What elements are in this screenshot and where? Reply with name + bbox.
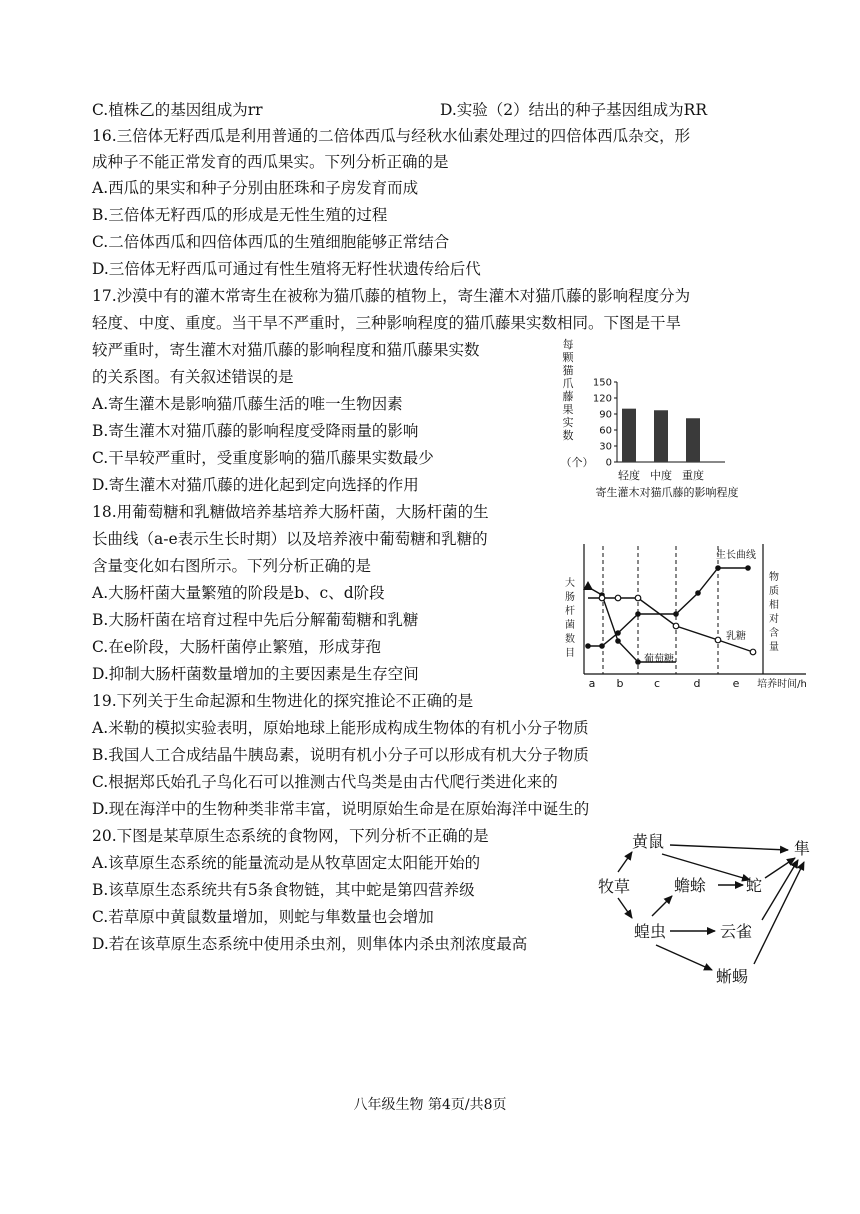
q17-y-axis-label xyxy=(561,338,594,469)
q20-option-d: D.若在该草原生态系统中使用杀虫剂，则隼体内杀虫剂浓度最高 xyxy=(92,935,528,953)
q20-stem: 20.下图是某草原生态系统的食物网，下列分析不正确的是 xyxy=(92,827,489,845)
q18-stem-line1: 18.用葡萄糖和乳糖做培养基培养大肠杆菌，大肠杆菌的生 xyxy=(92,503,489,521)
q18-option-b: B.大肠杆菌在培育过程中先后分解葡萄糖和乳糖 xyxy=(92,611,419,629)
q16-stem-line2: 成种子不能正常发育的西瓜果实。下列分析正确的是 xyxy=(92,153,449,171)
q18-growth-chart xyxy=(558,538,820,690)
q17-category-label: 中度 xyxy=(650,469,672,482)
q15-option-d: D.实验（2）结出的种子基因组成为RR xyxy=(440,101,708,119)
q17-category-label: 重度 xyxy=(682,469,704,482)
q18-ylabel-right-char: 量 xyxy=(769,642,779,653)
q15-option-c: C.植株乙的基因组成为rr xyxy=(92,101,263,119)
q20-node-toad: 蟾蜍 xyxy=(674,876,707,895)
q18-ylabel-right-char: 含 xyxy=(769,628,779,639)
q17-ylabel-char: 实 xyxy=(562,416,574,429)
q17-option-b: B.寄生灌木对猫爪藤的影响程度受降雨量的影响 xyxy=(92,422,419,440)
q18-option-a: A.大肠杆菌大量繁殖的阶段是b、c、d阶段 xyxy=(92,584,385,602)
q17-ylabel-char: 数 xyxy=(562,429,574,442)
q17-ylabel-char: 每 xyxy=(562,338,574,351)
q17-ylabel-char: 果 xyxy=(562,403,574,416)
q18-stem-line3: 含量变化如右图所示。下列分析正确的是 xyxy=(92,557,372,575)
q17-stem-line1: 17.沙漠中有的灌木常寄生在被称为猫爪藤的植物上，寄生灌木对猫爪藤的影响程度分为 xyxy=(92,287,691,305)
q18-stem-line2: 长曲线（a-e表示生长时期）以及培养液中葡萄糖和乳糖的 xyxy=(92,530,488,548)
q17-option-a: A.寄生灌木是影响猫爪藤生活的唯一生物因素 xyxy=(92,395,403,413)
q16-option-a: A.西瓜的果实和种子分别由胚珠和子房发育而成 xyxy=(92,179,419,197)
q18-phase-label: c xyxy=(653,677,661,690)
q18-ylabel-left-char: 杆 xyxy=(565,606,575,617)
q17-category-labels xyxy=(618,468,704,482)
q18-ylabel-left-char: 大 xyxy=(565,578,575,589)
q18-phase-label: e xyxy=(732,677,740,690)
q18-ylabel-left-char: 菌 xyxy=(565,620,575,631)
q17-tick-label: 120 xyxy=(592,393,612,405)
q20-node-snake: 蛇 xyxy=(746,876,763,895)
q18-y-label-right xyxy=(769,570,779,653)
q18-option-c: C.在e阶段，大肠杆菌停止繁殖，形成芽孢 xyxy=(92,638,381,656)
q17-ylabel-char: 颗 xyxy=(562,351,574,364)
q19-option-b: B.我国人工合成结晶牛胰岛素，说明有机小分子可以形成有机大分子物质 xyxy=(92,746,589,764)
q18-ylabel-right-char: 质 xyxy=(769,586,779,597)
q20-node-lark: 云雀 xyxy=(720,922,753,941)
q17-y-ticks xyxy=(593,378,617,469)
q17-bar xyxy=(622,409,636,462)
q18-phase-label: d xyxy=(693,677,701,690)
q16-stem-line1: 16.三倍体无籽西瓜是利用普通的二倍体西瓜与经秋水仙素处理过的四倍体西瓜杂交，形 xyxy=(92,127,691,145)
q17-bar xyxy=(686,418,700,462)
q20-option-c: C.若草原中黄鼠数量增加，则蛇与隼数量也会增加 xyxy=(92,908,434,926)
q17-option-d: D.寄生灌木对猫爪藤的进化起到定向选择的作用 xyxy=(92,476,419,494)
q20-node-hawk: 隼 xyxy=(794,839,811,858)
q18-phase-label: b xyxy=(616,677,624,690)
q17-option-c: C.干旱较严重时，受重度影响的猫爪藤果实数最少 xyxy=(92,449,434,467)
q18-ylabel-left-char: 肠 xyxy=(565,592,575,603)
q17-tick-label: 60 xyxy=(599,425,612,437)
q17-stem-line3: 较严重时，寄生灌木对猫爪藤的影响程度和猫爪藤果实数 xyxy=(92,341,480,359)
q17-bar xyxy=(654,410,668,462)
q19-stem: 19.下列关于生命起源和生物进化的探究推论不正确的是 xyxy=(92,692,474,710)
q20-node-gopher: 黄鼠 xyxy=(632,832,665,851)
q19-option-d: D.现在海洋中的生物种类非常丰富，说明原始生命是在原始海洋中诞生的 xyxy=(92,800,590,818)
q18-label-growth: 生长曲线 xyxy=(716,550,756,561)
q16-option-d: D.三倍体无籽西瓜可通过有性生殖将无籽性状遗传给后代 xyxy=(92,260,481,278)
q16-option-b: B.三倍体无籽西瓜的形成是无性生殖的过程 xyxy=(92,206,388,224)
q20-arrows xyxy=(618,845,804,970)
q18-x-axis-label: 培养时间/h xyxy=(757,679,807,690)
q17-tick-label: 150 xyxy=(592,377,612,389)
q20-option-b: B.该草原生态系统共有5条食物链，其中蛇是第四营养级 xyxy=(92,881,475,899)
q18-phase-label: a xyxy=(588,677,596,690)
q17-tick-label: 0 xyxy=(605,457,612,469)
q17-ylabel-char: 猫 xyxy=(562,364,574,377)
q18-label-lactose: 乳糖 xyxy=(726,631,746,642)
q17-bars xyxy=(622,409,700,462)
q18-ylabel-left-char: 数 xyxy=(565,634,575,645)
q19-option-a: A.米勒的模拟实验表明，原始地球上能形成构成生物体的有机小分子物质 xyxy=(92,719,589,737)
q17-chart-caption: 寄生灌木对猫爪藤的影响程度 xyxy=(595,486,739,499)
q18-ylabel-right-char: 相 xyxy=(769,600,779,611)
q16-option-c: C.二倍体西瓜和四倍体西瓜的生殖细胞能够正常结合 xyxy=(92,233,450,251)
q17-ylabel-char: 藤 xyxy=(562,390,574,403)
q18-phase-labels xyxy=(589,677,740,690)
q17-ylabel-char: 爪 xyxy=(562,377,574,390)
q17-bar-chart xyxy=(555,338,765,503)
q17-stem-line4: 的关系图。有关叙述错误的是 xyxy=(92,368,294,386)
q20-node-grass: 牧草 xyxy=(598,877,631,896)
q20-food-web xyxy=(590,820,830,995)
q20-option-a: A.该草原生态系统的能量流动是从牧草固定太阳能开始的 xyxy=(92,854,481,872)
q17-ylabel-unit: （个） xyxy=(560,456,594,469)
q18-ylabel-right-char: 物 xyxy=(769,572,779,583)
q18-ylabel-right-char: 对 xyxy=(769,614,779,625)
q17-tick-label: 90 xyxy=(599,409,612,421)
q18-y-label-left xyxy=(565,576,575,659)
q17-category-label: 轻度 xyxy=(618,469,640,482)
q20-node-locust: 蝗虫 xyxy=(634,922,667,941)
page-footer: 八年级生物 第4页/共8页 xyxy=(353,1097,507,1113)
q20-node-lizard: 蜥蜴 xyxy=(716,967,749,986)
q17-stem-line2: 轻度、中度、重度。当干旱不严重时，三种影响程度的猫爪藤果实数相同。下图是干旱 xyxy=(92,314,682,332)
q18-ylabel-left-char: 目 xyxy=(565,648,575,659)
q17-tick-label: 30 xyxy=(599,441,612,453)
q18-label-glucose: 葡萄糖 xyxy=(644,654,674,665)
q19-option-c: C.根据郑氏始孔子鸟化石可以推测古代鸟类是由古代爬行类进化来的 xyxy=(92,773,558,791)
q18-option-d: D.抑制大肠杆菌数量增加的主要因素是生存空间 xyxy=(92,665,419,683)
